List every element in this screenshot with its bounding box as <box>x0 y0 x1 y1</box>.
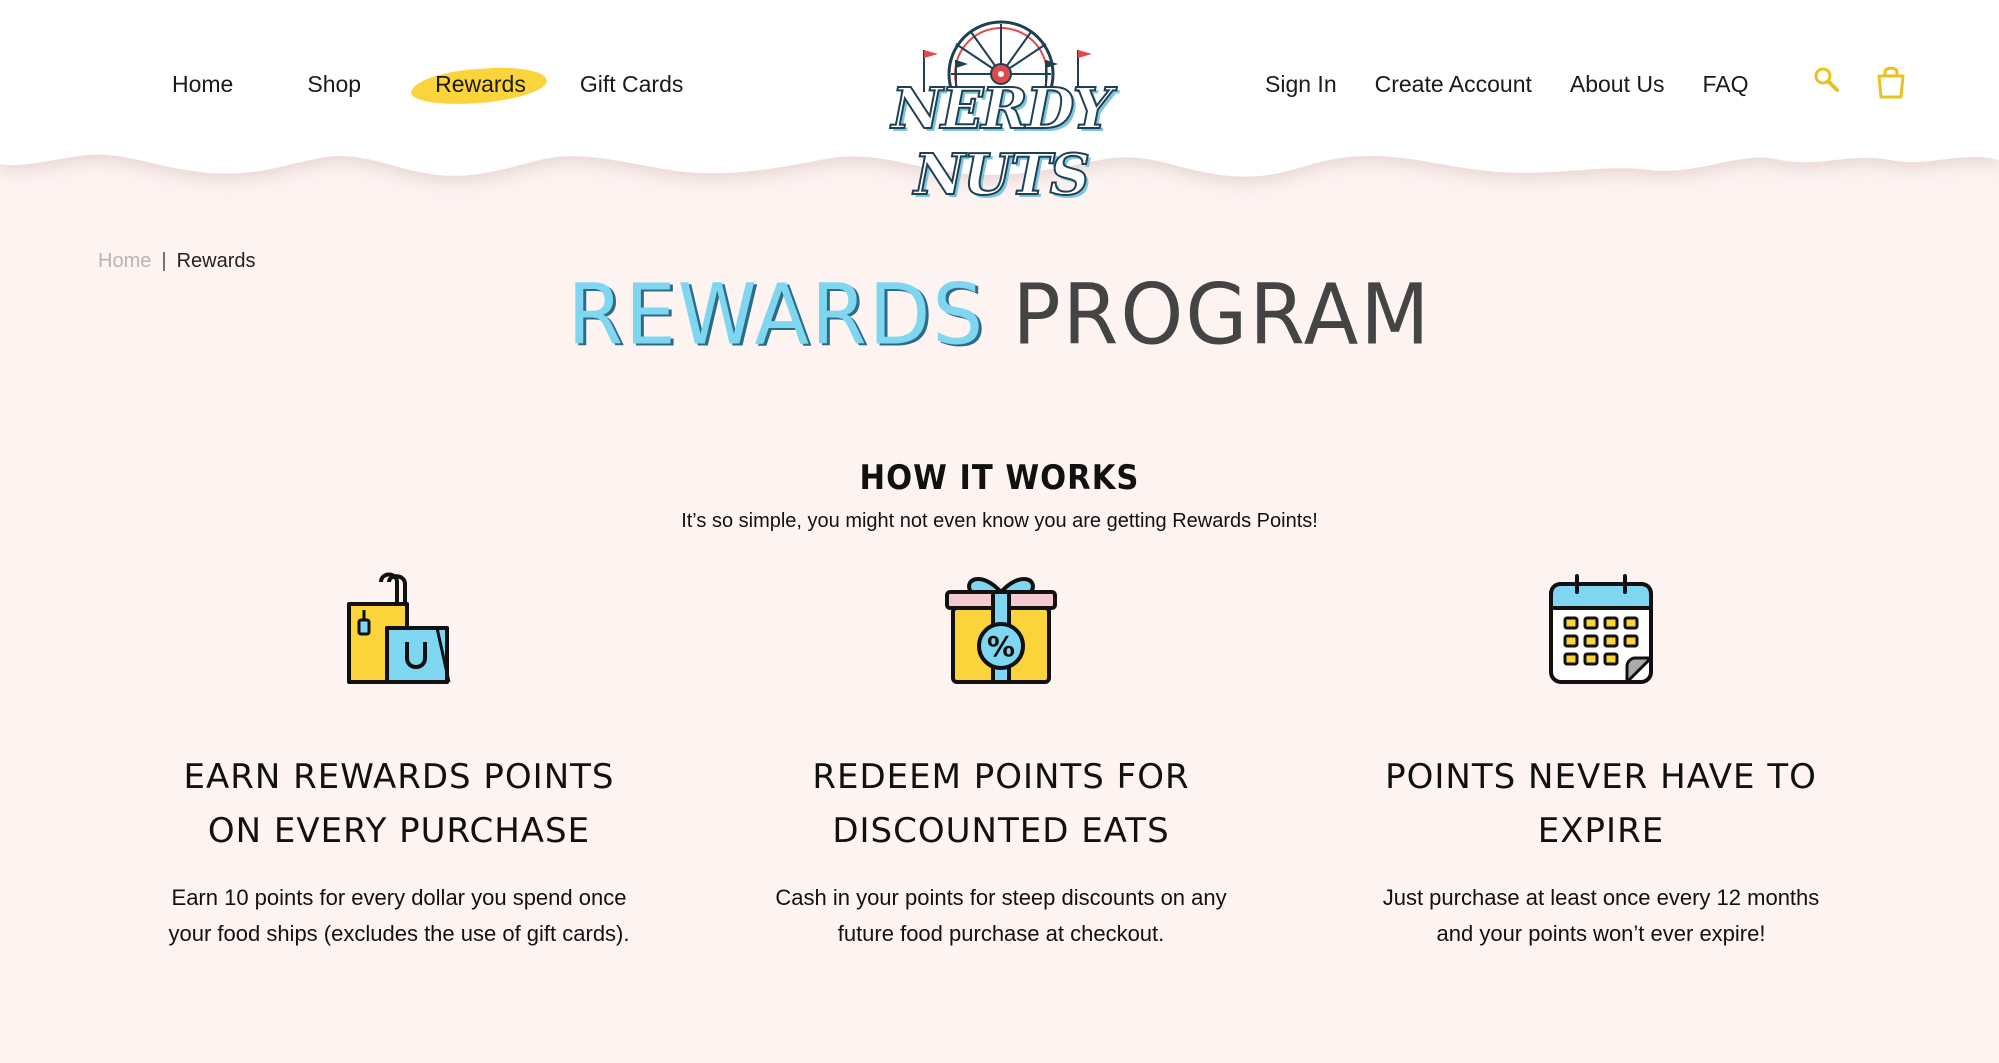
feature-title <box>164 750 634 858</box>
nav-about-us[interactable]: About Us <box>1569 71 1665 97</box>
search-icon[interactable] <box>1812 66 1842 96</box>
account-nav <box>1265 66 1787 102</box>
feature-title-line: POINTS NEVER HAVE TO <box>1385 757 1817 797</box>
feature-title-line: ON EVERY PURCHASE <box>207 811 591 851</box>
logo-wordmark: NERDY NUTS <box>891 76 1111 208</box>
page-title-rest: PROGRAM <box>1012 265 1432 364</box>
how-it-works-heading: HOW IT WORKS <box>859 458 1140 498</box>
shopping-bags-icon <box>339 570 459 690</box>
breadcrumb-home-link[interactable]: Home <box>98 250 152 272</box>
page-title-accent: REWARDS <box>567 265 986 364</box>
feature-title <box>766 750 1236 858</box>
breadcrumb-separator: | <box>161 250 167 272</box>
feature-title-line: REDEEM POINTS FOR <box>812 757 1190 797</box>
how-it-works-subtitle: It’s so simple, you might not even know you are getting Rewards Points! <box>681 510 1318 532</box>
feature-earn-points <box>164 570 634 952</box>
site-header <box>0 0 1999 208</box>
nav-rewards[interactable]: Rewards <box>435 66 526 102</box>
feature-title <box>1366 750 1836 858</box>
feature-redeem-points <box>766 570 1236 952</box>
svg-text:%: % <box>986 630 1016 663</box>
feature-title-line: DISCOUNTED EATS <box>832 811 1170 851</box>
nav-shop[interactable]: Shop <box>307 71 362 97</box>
gift-discount-icon <box>941 570 1061 690</box>
nav-gift-cards[interactable]: Gift Cards <box>579 71 684 97</box>
breadcrumb-current: Rewards <box>176 250 256 272</box>
feature-title-line: EARN REWARDS POINTS <box>183 757 615 797</box>
feature-description: Cash in your points for steep discounts on any future food purchase at checkout. <box>775 885 1227 946</box>
primary-nav <box>172 66 683 102</box>
nav-create-account[interactable]: Create Account <box>1374 71 1532 97</box>
feature-description: Just purchase at least once every 12 months and your points won’t ever expire! <box>1382 885 1820 946</box>
nav-home[interactable]: Home <box>172 71 234 97</box>
site-logo[interactable] <box>856 14 1146 208</box>
page-title <box>0 266 1999 364</box>
calendar-icon <box>1541 570 1661 690</box>
nav-faq[interactable]: FAQ <box>1702 71 1749 97</box>
feature-description: Earn 10 points for every dollar you spend once your food ships (excludes the use of gift cards). <box>168 885 630 946</box>
nav-sign-in[interactable]: Sign In <box>1265 71 1337 97</box>
feature-never-expire <box>1366 570 1836 952</box>
shopping-bag-icon[interactable] <box>1876 64 1906 100</box>
feature-title-line: EXPIRE <box>1537 811 1665 851</box>
